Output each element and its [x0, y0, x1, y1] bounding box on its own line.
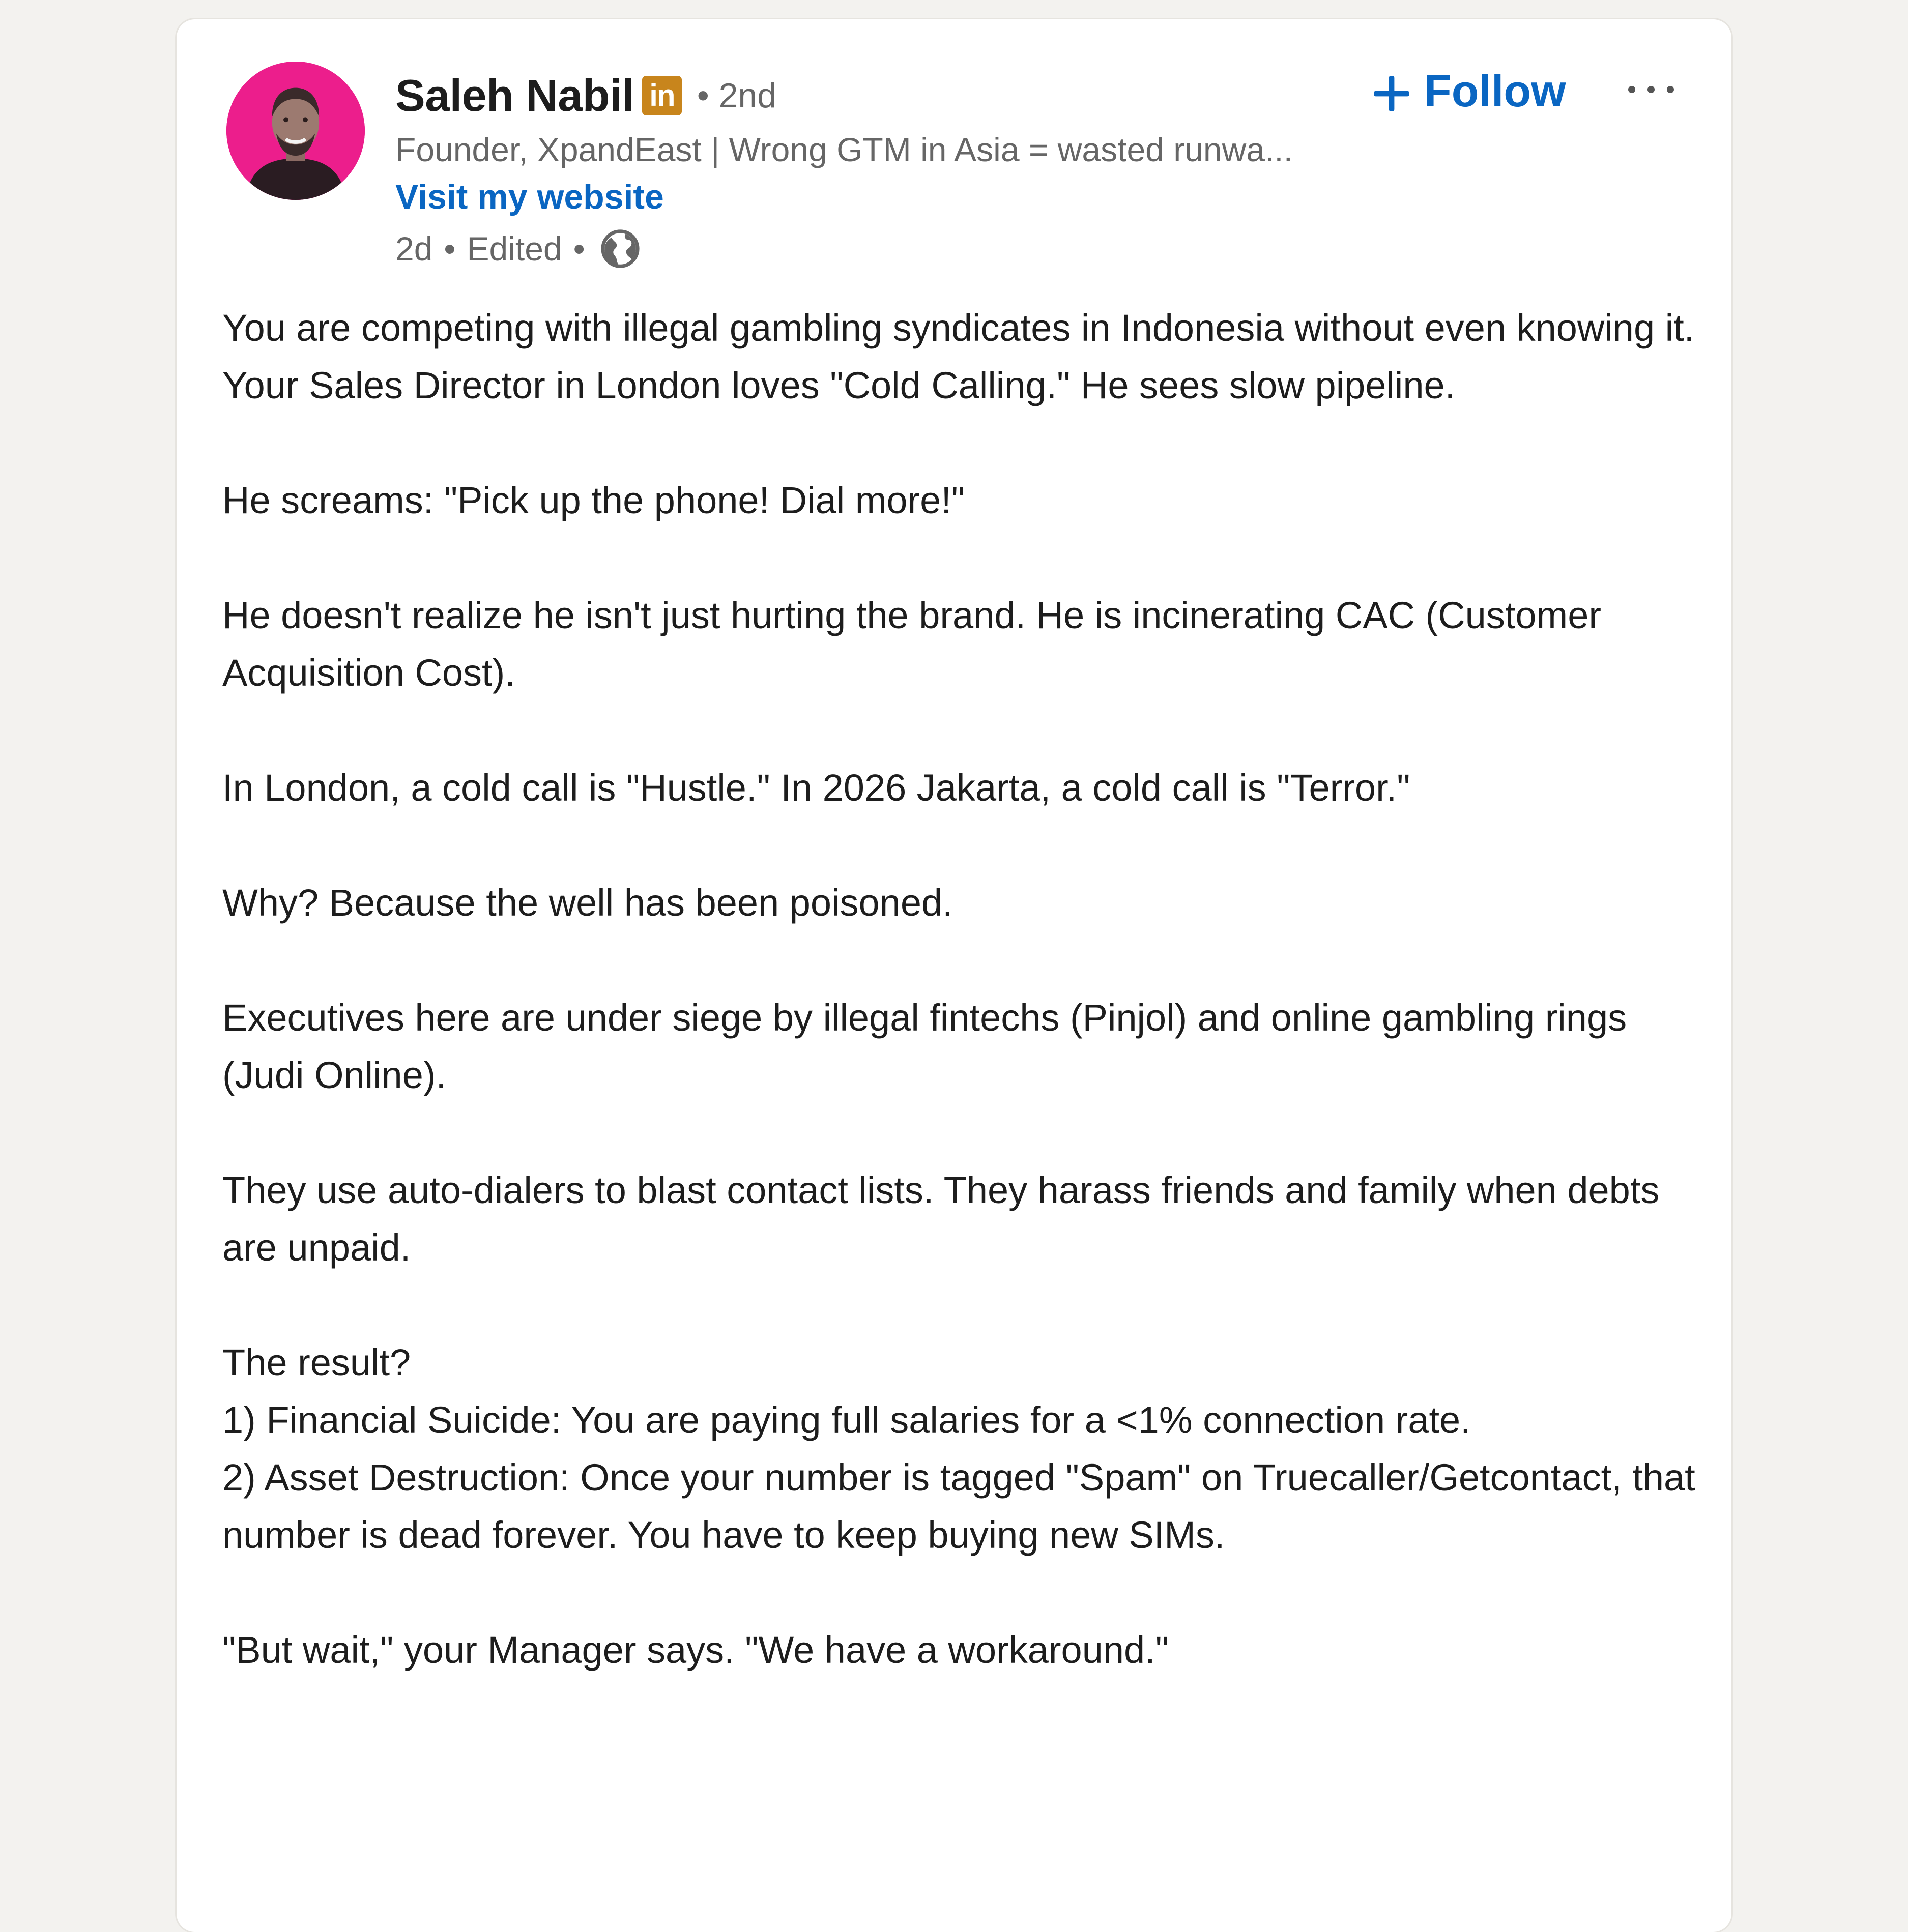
post-paragraph: Why? Because the well has been poisoned.: [222, 882, 953, 924]
author-headline: Founder, XpandEast | Wrong GTM in Asia = wasted runwa...: [395, 131, 1293, 168]
post-text: [222, 299, 1698, 1736]
result-item: 2) Asset Destruction: Once your number is tagged "Spam" on Truecaller/Getcontact, that number is dead forever. You have to keep buying new SIMs.: [222, 1456, 1695, 1556]
post-paragraph: In London, a cold call is "Hustle." In 2026 Jakarta, a cold call is "Terror.": [222, 767, 1410, 809]
connection-degree: • 2nd: [697, 76, 777, 115]
post-meta: [395, 228, 641, 270]
post-paragraph: "But wait," your Manager says. "We have a workaround.": [222, 1629, 1169, 1671]
meta-separator: •: [444, 230, 456, 268]
follow-button[interactable]: [1372, 65, 1566, 117]
post-paragraph: They use auto-dialers to blast contact lists. They harass friends and family when debts are unpaid.: [222, 1169, 1660, 1269]
result-list: [222, 1334, 1698, 1564]
author-avatar[interactable]: [226, 62, 365, 200]
post-paragraph: Executives here are under siege by illegal fintechs (Pinjol) and online gambling rings (Judi Online).: [222, 997, 1627, 1096]
linkedin-premium-badge-icon: in: [642, 76, 682, 115]
result-intro: The result?: [222, 1341, 411, 1384]
more-options-button[interactable]: [1626, 79, 1676, 100]
author-name[interactable]: Saleh Nabil: [395, 70, 634, 121]
visit-website-link[interactable]: Visit my website: [395, 178, 664, 216]
edited-label: Edited: [467, 230, 562, 268]
post-paragraph: He doesn't realize he isn't just hurting the brand. He is incinerating CAC (Customer Acquisition Cost).: [222, 594, 1601, 694]
globe-icon: [599, 228, 641, 270]
more-options-icon: [1626, 79, 1676, 100]
post-paragraph: He screams: "Pick up the phone! Dial more!": [222, 479, 965, 521]
meta-separator: •: [573, 230, 585, 268]
author-name-row: [395, 68, 776, 124]
follow-label: Follow: [1424, 66, 1566, 116]
avatar-portrait-icon: [226, 62, 365, 200]
post-time: 2d: [395, 230, 433, 268]
post-paragraph: You are competing with illegal gambling syndicates in Indonesia without even knowing it. Your Sales Director in London loves "Cold Calling." He sees slow pipeline.: [222, 307, 1695, 406]
result-item: 1) Financial Suicide: You are paying full salaries for a <1% connection rate.: [222, 1399, 1471, 1441]
post-card: [177, 19, 1731, 1932]
plus-icon: [1372, 72, 1411, 110]
